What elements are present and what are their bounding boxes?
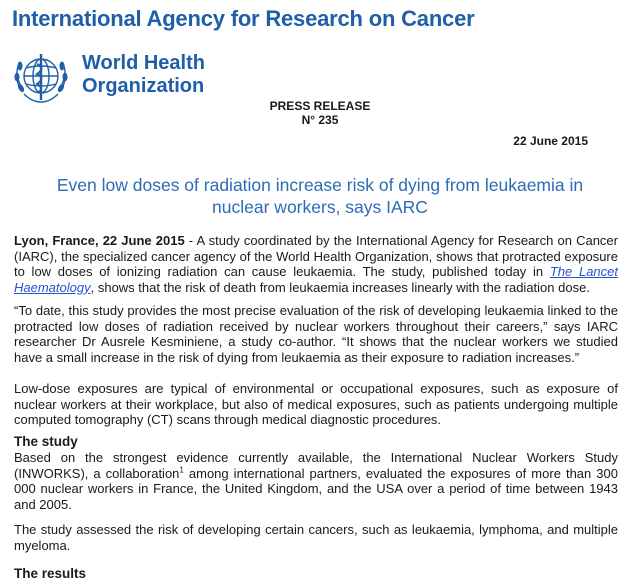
study-text-1: Based on the strongest evidence currently available, the International Nuclear Workers Study (INWORKS), a collaboration — [14, 450, 618, 481]
who-logo-line2: Organization — [82, 75, 205, 97]
release-date: 22 June 2015 — [513, 134, 588, 148]
paragraph-study-2: The study assessed the risk of developing certain cancers, such as leukaemia, lymphoma, and multiple myeloma. — [14, 522, 618, 553]
paragraph-study — [14, 450, 618, 512]
who-logo-line1: World Health — [82, 52, 205, 74]
press-release-number: N° 235 — [301, 113, 339, 127]
footnote-ref[interactable]: 1 — [179, 465, 184, 475]
journal-link[interactable]: The Lancet Haematology — [14, 264, 619, 295]
paragraph-exposures: Low-dose exposures are typical of environmental or occupational exposures, such as exposure of nuclear workers at their workplace, but also of medical exposures, such as patients undergoing multiple computed tomography (CT) scans through medical diagnostic procedures. — [14, 381, 618, 427]
study-text-2: among international partners, evaluated the exposures of more than 300 000 nuclear workers in France, the United Kingdom, and the USA over a period of time between 1943 and 2005. — [14, 465, 618, 512]
intro-text-2: , shows that the risk of death from leukaemia increases linearly with the radiation dose. — [90, 279, 590, 295]
section-heading-study: The study — [14, 434, 78, 449]
paragraph-intro — [14, 233, 618, 295]
headline: Even low doses of radiation increase risk of dying from leukaemia in nuclear workers, says IARC — [56, 175, 584, 217]
paragraph-quote: “To date, this study provides the most precise evaluation of the risk of developing leukaemia linked to the protracted low doses of radiation received by nuclear workers throughout their careers,” says IARC researcher Dr Ausrele Kesminiene, a study co-author. “It shows that the nuclear workers we studied have a small increase in the risk of dying from leukaemia as their exposure to radiation increases.” — [14, 303, 618, 365]
agency-name: International Agency for Research on Cancer — [12, 6, 475, 31]
who-logo-text — [82, 52, 205, 98]
section-heading-results: The results — [14, 566, 87, 581]
intro-text-1: - A study coordinated by the International Agency for Research on Cancer (IARC), the specialized cancer agency of the World Health Organization, shows that protracted exposure to low doses of ionizing radiation can cause leukaemia. The study, published today in — [14, 233, 618, 279]
dateline: Lyon, France, 22 June 2015 — [14, 233, 185, 248]
press-release-title: PRESS RELEASE — [269, 99, 371, 113]
